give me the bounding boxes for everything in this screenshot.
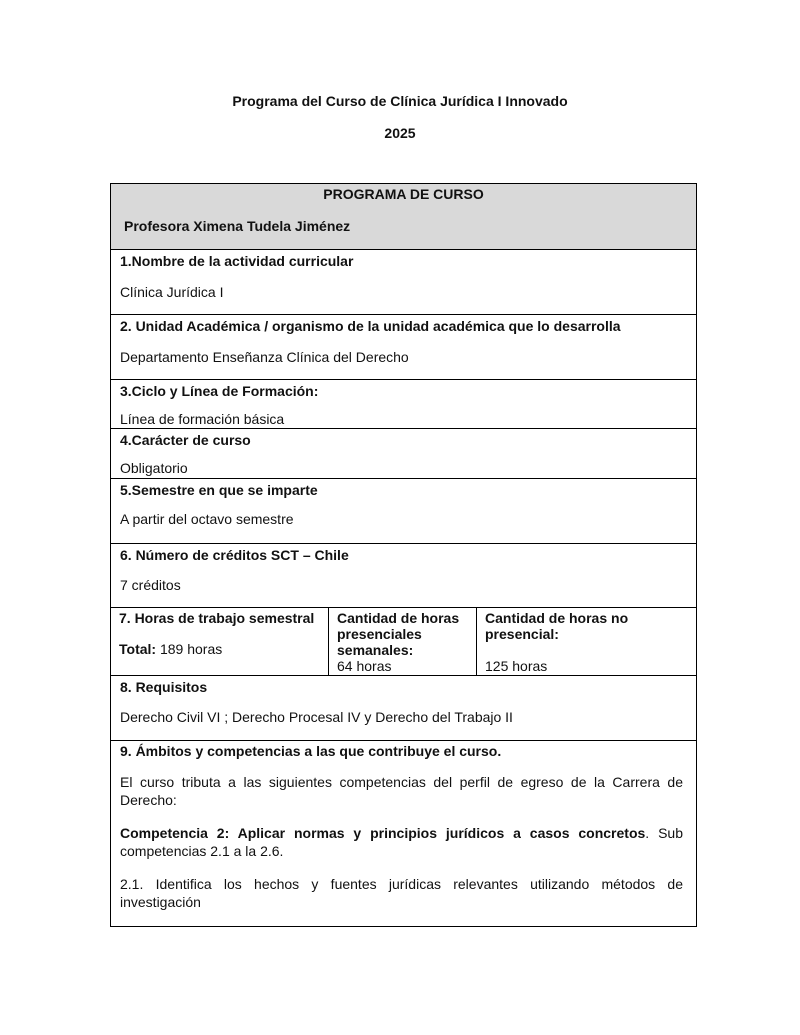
section-label: 8. Requisitos <box>120 679 208 695</box>
section-label: 4.Carácter de curso <box>120 432 251 448</box>
presencial-label-line: semanales: <box>337 642 414 658</box>
section-requirements <box>111 676 696 741</box>
section-value: Clínica Jurídica I <box>120 284 224 300</box>
total-label: Total: <box>119 641 157 657</box>
section-label: 9. Ámbitos y competencias a las que contribuye el curso. <box>120 743 502 759</box>
no-presencial-label <box>485 610 628 642</box>
presencial-label <box>337 610 459 658</box>
section-value: Departamento Enseñanza Clínica del Derecho <box>120 349 409 365</box>
section-value: 7 créditos <box>120 577 181 593</box>
section-semester <box>111 479 696 544</box>
no-presencial-value: 125 horas <box>485 658 548 674</box>
section-label: 7. Horas de trabajo semestral <box>119 610 315 626</box>
presencial-hours-cell <box>329 608 477 675</box>
presencial-label-line: presenciales <box>337 626 422 642</box>
section-activity-name <box>111 250 696 315</box>
sub-competence-2-1: 2.1. Identifica los hechos y fuentes jurídicas relevantes utilizando métodos de investigación <box>120 876 683 910</box>
section-value: A partir del octavo semestre <box>120 511 294 527</box>
competence-title: Competencia 2: Aplicar normas y principios jurídicos a casos concretos <box>120 825 646 841</box>
section-cycle-line <box>111 380 696 429</box>
no-presencial-hours-cell <box>477 608 696 675</box>
section-label: 1.Nombre de la actividad curricular <box>120 253 354 269</box>
total-hours <box>119 641 222 657</box>
no-presencial-label-line: Cantidad de horas no <box>485 610 629 626</box>
presencial-label-line: Cantidad de horas <box>337 610 460 626</box>
section-credits <box>111 544 696 608</box>
section-work-hours <box>111 608 696 676</box>
document-title: Programa del Curso de Clínica Jurídica I Innovado <box>232 93 568 109</box>
section-value: Derecho Civil VI ; Derecho Procesal IV y Derecho del Trabajo II <box>120 709 513 725</box>
presencial-value: 64 horas <box>337 658 392 674</box>
competence-rest: . Sub competencias 2.1 a la 2.6. <box>120 825 683 859</box>
course-program-table <box>110 183 697 927</box>
professor-name: Profesora Ximena Tudela Jiménez <box>124 218 351 234</box>
competence-2 <box>120 824 683 860</box>
program-heading: PROGRAMA DE CURSO <box>323 186 484 202</box>
no-presencial-label-line: presencial: <box>485 626 559 642</box>
section-label: 5.Semestre en que se imparte <box>120 482 318 498</box>
section-competencies <box>111 741 696 926</box>
section-label: 6. Número de créditos SCT – Chile <box>120 547 349 563</box>
competencies-intro: El curso tributa a las siguientes competencias del perfil de egreso de la Carrera de Derecho: <box>120 774 683 808</box>
section-label: 2. Unidad Académica / organismo de la unidad académica que lo desarrolla <box>120 318 621 334</box>
section-course-character <box>111 429 696 479</box>
total-hours-cell <box>111 608 329 675</box>
section-academic-unit <box>111 315 696 380</box>
section-label: 3.Ciclo y Línea de Formación: <box>120 383 319 399</box>
table-header <box>111 184 696 250</box>
section-value: Línea de formación básica <box>120 411 285 427</box>
document-year: 2025 <box>384 125 416 141</box>
section-value: Obligatorio <box>120 460 188 476</box>
total-value: 189 horas <box>156 641 223 657</box>
